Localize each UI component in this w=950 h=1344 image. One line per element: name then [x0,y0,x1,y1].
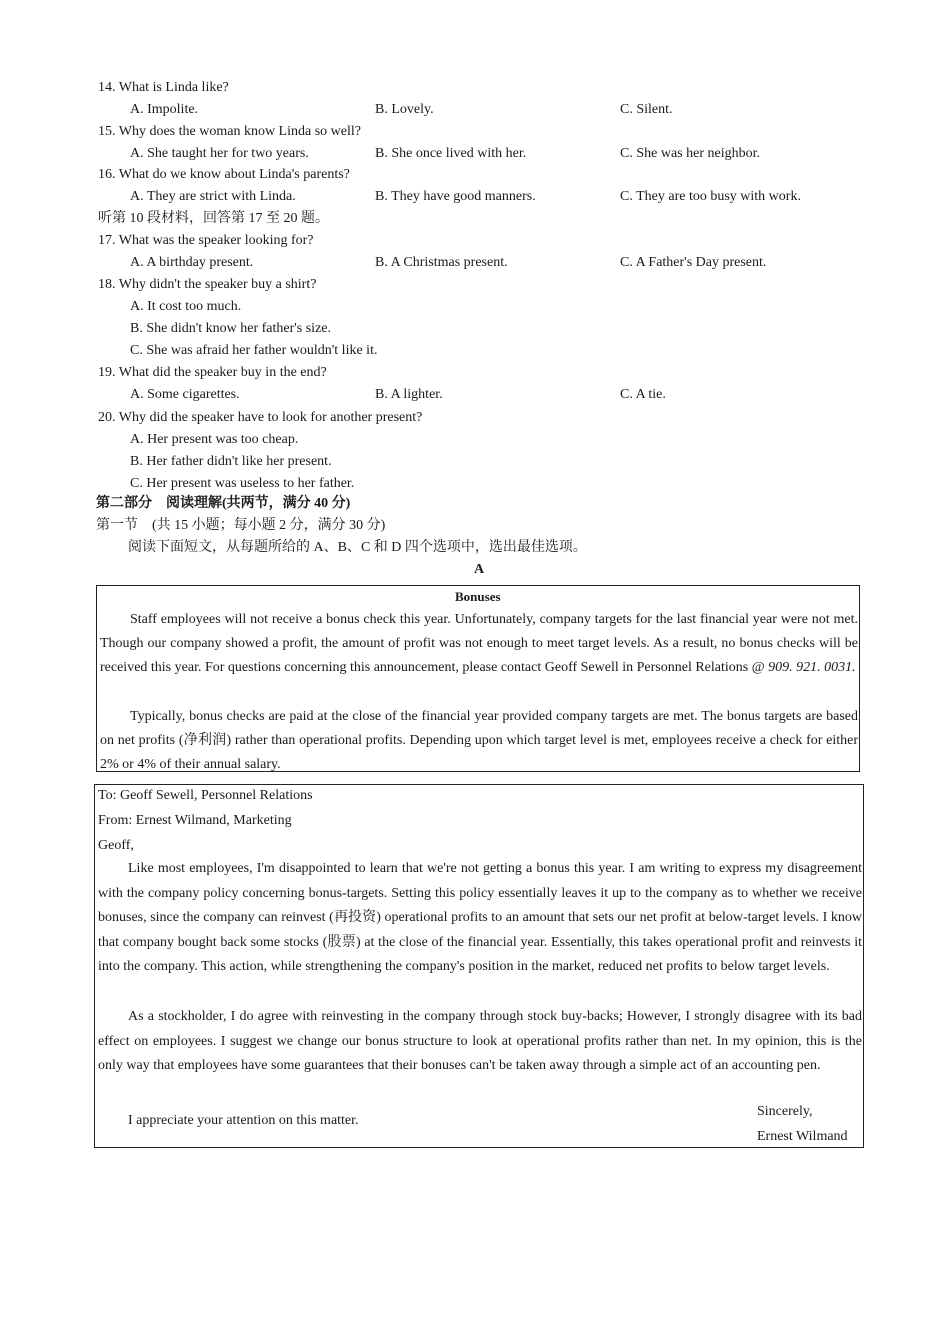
q19-option-b: B. A lighter. [375,387,443,402]
q17-option-b: B. A Christmas present. [375,255,508,270]
q15-option-c: C. She was her neighbor. [620,146,760,161]
question-16-stem: 16. What do we know about Linda's parents? [98,167,350,182]
question-17-stem: 17. What was the speaker looking for? [98,233,314,248]
section1-heading: 第一节 (共 15 小题；每小题 2 分，满分 30 分) [96,518,386,533]
question-19-stem: 19. What did the speaker buy in the end? [98,365,327,380]
bonuses-paragraph-1 [100,608,858,680]
passage-letter: A [474,562,485,577]
letter-from: From: Ernest Wilmand, Marketing [98,813,292,828]
question-20-stem: 20. Why did the speaker have to look for another present? [98,410,423,425]
q16-option-c: C. They are too busy with work. [620,189,801,204]
letter-paragraph-1: Like most employees, I'm disappointed to learn that we're not getting a bonus this year. I am writing to express my disagreement with the company policy concerning bonus-targets. Setting this policy essentially leaves it up to the company as to whether we receive bonuses, since the company can reinvest (再投资) operational profits to an amount that sets our net profit at below-target levels. I know that company bought back some stocks (股票) at the close of the financial year. Essentially, this takes operational profit and reinvests it into the company. This action, while strengthening the company's position in the market, reduced net profits to below target levels. [98,861,862,974]
letter-paragraph-3: I appreciate your attention on this matter. [128,1113,359,1128]
q20-option-b: B. Her father didn't like her present. [130,454,332,469]
part2-heading: 第二部分 阅读理解(共两节，满分 40 分) [96,496,351,511]
q15-option-a: A. She taught her for two years. [130,146,309,161]
q19-option-a: A. Some cigarettes. [130,387,240,402]
question-15-stem: 15. Why does the woman know Linda so well? [98,124,361,139]
letter-to: To: Geoff Sewell, Personnel Relations [98,788,313,803]
q18-option-a: A. It cost too much. [130,299,242,314]
question-14-stem: 14. What is Linda like? [98,80,229,95]
q17-option-a: A. A birthday present. [130,255,254,270]
q15-option-b: B. She once lived with her. [375,146,527,161]
q20-option-a: A. Her present was too cheap. [130,432,299,447]
bonuses-title: Bonuses [455,589,501,604]
q14-option-b: B. Lovely. [375,102,434,117]
bonuses-paragraph-2: Typically, bonus checks are paid at the close of the financial year provided company targets are met. The bonus targets are based on net profits (净利润) rather than operational profits. Depending upon which target level is met, employees receive a check for either 2% or 4% of their annual salary. [100,709,858,772]
bonuses-paragraph-1-text: Staff employees will not receive a bonus check this year. Unfortunately, company targets for the last financial year were not met. Though our company showed a profit, the amount of profit was not enough to meet target levels. As a result, no bonus checks will be received this year. For questions concerning this announcement, please contact Geoff Sewell in Personnel Relations @ [100,612,858,675]
q16-option-b: B. They have good manners. [375,189,536,204]
listening-instruction: 听第 10 段材料，回答第 17 至 20 题。 [98,211,329,226]
letter-signature: Ernest Wilmand [757,1129,848,1144]
q19-option-c: C. A tie. [620,387,666,402]
q18-option-b: B. She didn't know her father's size. [130,321,332,336]
q18-option-c: C. She was afraid her father wouldn't like it. [130,343,378,358]
reading-instruction: 阅读下面短文，从每题所给的 A、B、C 和 D 四个选项中，选出最佳选项。 [128,540,587,555]
q14-option-a: A. Impolite. [130,102,199,117]
q17-option-c: C. A Father's Day present. [620,255,767,270]
question-18-stem: 18. Why didn't the speaker buy a shirt? [98,277,317,292]
letter-greeting: Geoff, [98,838,134,853]
q20-option-c: C. Her present was useless to her father. [130,476,355,491]
q14-option-c: C. Silent. [620,102,673,117]
letter-paragraph-2: As a stockholder, I do agree with reinvesting in the company through stock buy-backs; However, I strongly disagree with its bad effect on employees. I suggest we change our bonus structure to look at operational profits rather than net. In my opinion, this is the only way that employees have some guarantees that their bonuses can't be taken away through a simple act of an accounting pen. [98,1009,862,1073]
q16-option-a: A. They are strict with Linda. [130,189,296,204]
letter-closing: Sincerely, [757,1104,813,1119]
contact-phone: 909. 921. 0031. [768,660,856,675]
